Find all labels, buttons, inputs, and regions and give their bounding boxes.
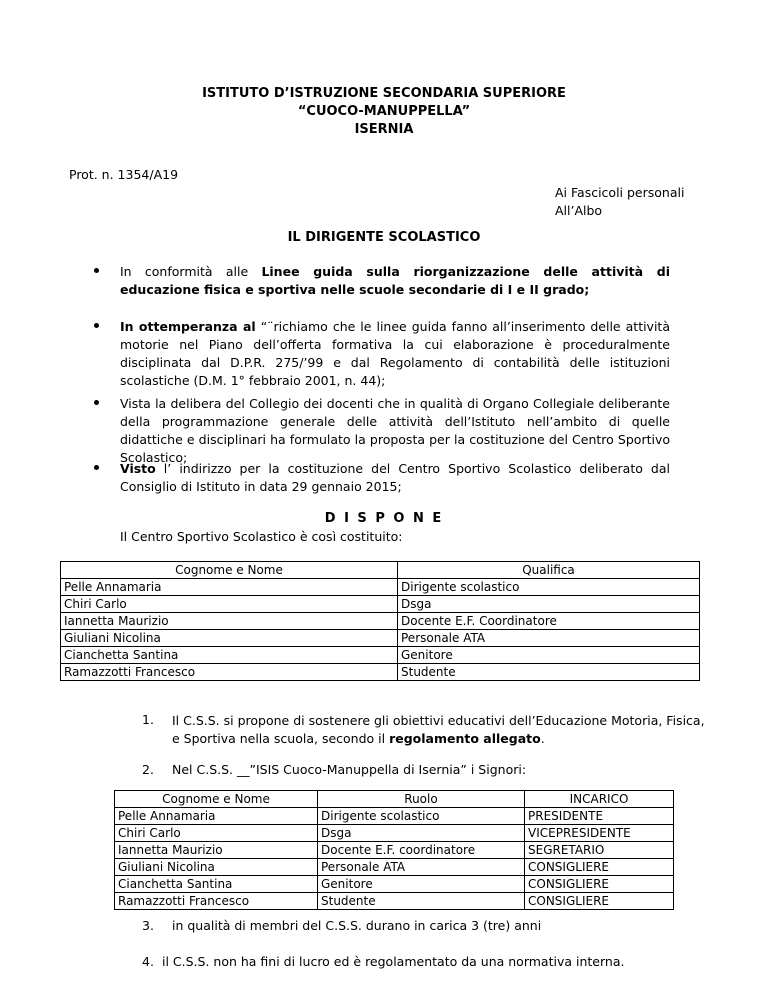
intro-text: Il Centro Sportivo Scolastico è così costituito: <box>120 529 403 544</box>
item-4: il C.S.S. non ha fini di lucro ed è regolamentato da una normativa interna. <box>162 954 625 969</box>
cell-qualifica: Docente E.F. Coordinatore <box>398 613 700 630</box>
table-row <box>61 613 700 630</box>
bullet-icon <box>94 263 102 271</box>
cell-qualifica: Dirigente scolastico <box>398 579 700 596</box>
cell-name: Iannetta Maurizio <box>115 842 318 859</box>
cell-name: Chiri Carlo <box>61 596 398 613</box>
cell-name: Cianchetta Santina <box>61 647 398 664</box>
cell-name: Cianchetta Santina <box>115 876 318 893</box>
bullet-icon <box>94 318 102 326</box>
cell-name: Pelle Annamaria <box>61 579 398 596</box>
cell-incarico: SEGRETARIO <box>525 842 674 859</box>
premise-2 <box>120 318 670 390</box>
cell-ruolo: Personale ATA <box>318 859 525 876</box>
cell-name: Iannetta Maurizio <box>61 613 398 630</box>
bullet-icon <box>94 460 102 468</box>
item-1-text: Il C.S.S. si propone di sostenere gli obiettivi educativi dell’Educazione Motoria, Fisica, e Sportiva nella scuola, secondo il <box>172 713 705 746</box>
dispone-heading: D I S P O N E <box>324 511 444 526</box>
cell-incarico: CONSIGLIERE <box>525 876 674 893</box>
table-row <box>115 808 674 825</box>
header-name: Cognome e Nome <box>115 791 318 808</box>
table-row <box>115 825 674 842</box>
item-3: in qualità di membri del C.S.S. durano in carica 3 (tre) anni <box>172 918 542 933</box>
header-name: Cognome e Nome <box>61 562 398 579</box>
premise-2-text: “¨richiamo che le linee guida fanno all’inserimento delle attività motorie nel Piano dell’offerta formativa la cui elaborazione è proceduralmente disciplinata dal D.P.R. 275/’99 e dal Regolamento di contabilità delle istituzioni scolastiche (D.M. 1° febbraio 2001, n. 44); <box>120 319 670 388</box>
premise-2-bold: In ottemperanza al <box>120 319 256 334</box>
premise-4 <box>120 460 670 496</box>
regulation-reference: regolamento allegato <box>389 731 541 746</box>
cell-qualifica: Genitore <box>398 647 700 664</box>
table-header-row <box>115 791 674 808</box>
item-number: 4. <box>142 954 154 969</box>
cell-name: Giuliani Nicolina <box>115 859 318 876</box>
table-row <box>61 647 700 664</box>
cell-name: Giuliani Nicolina <box>61 630 398 647</box>
header-qualifica: Qualifica <box>398 562 700 579</box>
school-city: ISERNIA <box>354 122 414 137</box>
table-row <box>115 893 674 910</box>
table-row <box>61 579 700 596</box>
recipient-1: Ai Fascicoli personali <box>555 185 685 200</box>
header-ruolo: Ruolo <box>318 791 525 808</box>
cell-qualifica: Studente <box>398 664 700 681</box>
committee-table <box>114 790 674 910</box>
protocol-number: Prot. n. 1354/A19 <box>69 167 179 182</box>
cell-ruolo: Dsga <box>318 825 525 842</box>
recipient-2: All’Albo <box>555 203 603 218</box>
header-incarico: INCARICO <box>525 791 674 808</box>
bullet-icon <box>94 395 102 403</box>
table-row <box>61 664 700 681</box>
cell-name: Chiri Carlo <box>115 825 318 842</box>
cell-incarico: CONSIGLIERE <box>525 893 674 910</box>
cell-ruolo: Genitore <box>318 876 525 893</box>
table-row <box>115 876 674 893</box>
cell-ruolo: Studente <box>318 893 525 910</box>
cell-qualifica: Personale ATA <box>398 630 700 647</box>
school-subname: “CUOCO-MANUPPELLA” <box>297 104 471 119</box>
school-name: ISTITUTO D’ISTRUZIONE SECONDARIA SUPERIORE <box>202 86 566 101</box>
premise-1 <box>120 263 670 299</box>
premise-1-bold: Linee guida sulla riorganizzazione delle attività di educazione fisica e sportiva nelle scuole secondarie di I e II grado; <box>120 264 670 297</box>
item-number: 2. <box>142 762 154 777</box>
cell-ruolo: Docente E.F. coordinatore <box>318 842 525 859</box>
premise-4-bold: Visto <box>120 461 156 476</box>
cell-incarico: VICEPRESIDENTE <box>525 825 674 842</box>
table-header-row <box>61 562 700 579</box>
premise-3: Vista la delibera del Collegio dei docenti che in qualità di Organo Collegiale deliberante della programmazione generale delle attività dell’Istituto nell’ambito di quelle didattiche e disciplinari ha formulato la proposta per la costituzione del Centro Sportivo Scolastico; <box>120 396 670 465</box>
cell-ruolo: Dirigente scolastico <box>318 808 525 825</box>
table-row <box>61 630 700 647</box>
table-row <box>115 842 674 859</box>
premise-1-text: In conformità alle <box>120 264 262 279</box>
item-1 <box>172 712 712 748</box>
cell-name: Ramazzotti Francesco <box>61 664 398 681</box>
table-row <box>115 859 674 876</box>
cell-incarico: PRESIDENTE <box>525 808 674 825</box>
item-2: Nel C.S.S. __”ISIS Cuoco-Manuppella di Isernia” i Signori: <box>172 762 527 777</box>
page-title: IL DIRIGENTE SCOLASTICO <box>287 230 481 245</box>
composition-table <box>60 561 700 681</box>
item-1-end: . <box>540 731 545 746</box>
premise-4-text: l’ indirizzo per la costituzione del Centro Sportivo Scolastico deliberato dal Consiglio di Istituto in data 29 gennaio 2015; <box>120 461 670 494</box>
item-number: 1. <box>142 712 154 727</box>
cell-qualifica: Dsga <box>398 596 700 613</box>
cell-incarico: CONSIGLIERE <box>525 859 674 876</box>
item-number: 3. <box>142 918 154 933</box>
table-row <box>61 596 700 613</box>
cell-name: Ramazzotti Francesco <box>115 893 318 910</box>
cell-name: Pelle Annamaria <box>115 808 318 825</box>
